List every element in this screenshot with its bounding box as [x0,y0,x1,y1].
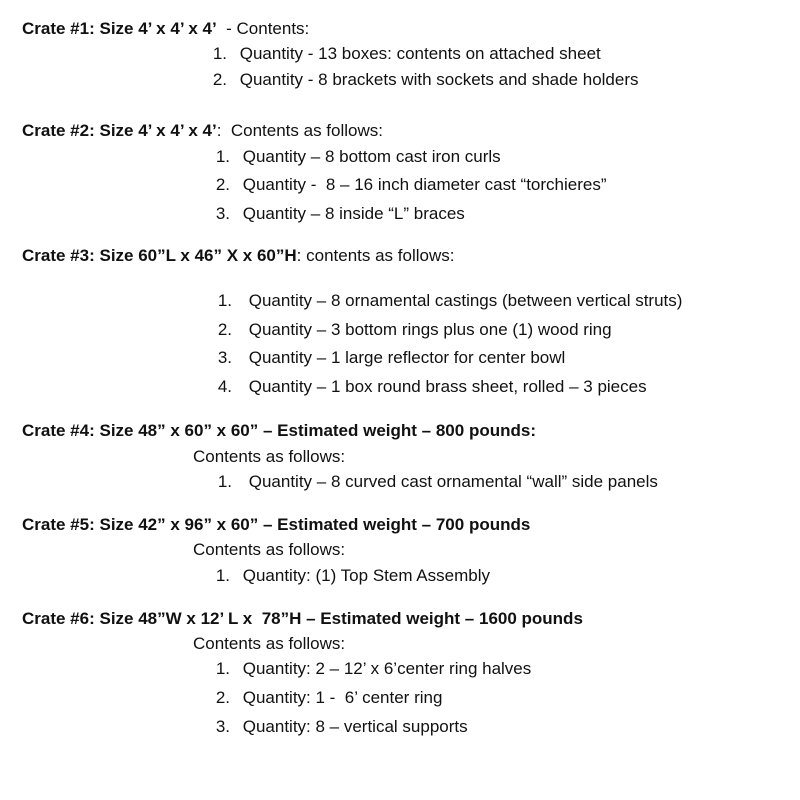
crate-6-heading [22,609,583,629]
list-item: 3. Quantity: 8 – vertical supports [215,717,468,736]
list-item: 1. Quantity: (1) Top Stem Assembly [215,566,490,585]
crate-6-subheading: Contents as follows: [193,634,346,653]
crate-3-heading-rest: : contents as follows: [296,246,455,265]
crate-3-heading-bold: Crate #3: Size 60”L x 46” X x 60”H [22,246,297,265]
list-item: 2. Quantity: 1 - 6’ center ring [215,688,443,707]
list-item: 1. Quantity - 13 boxes: contents on attached sheet [212,44,601,63]
crate-4-subheading: Contents as follows: [193,447,346,466]
crate-4-heading [22,421,536,441]
crate-3-heading [22,246,454,266]
list-item: 1. Quantity: 2 – 12’ x 6’center ring halves [215,659,532,678]
crate-1-heading [22,19,309,39]
crate-5-subheading: Contents as follows: [193,540,346,559]
list-item: 2. Quantity – 3 bottom rings plus one (1) wood ring [217,320,612,339]
crate-1-heading-bold: Crate #1: Size 4’ x 4’ x 4’ [22,19,217,38]
crate-2-heading-bold: Crate #2: Size 4’ x 4’ x 4’ [22,121,217,140]
crate-4-heading-bold: Crate #4: Size 48” x 60” x 60” – Estimated weight – 800 pounds [22,421,531,440]
crate-5-heading [22,515,530,535]
list-item: 1. Quantity – 8 bottom cast iron curls [215,147,501,166]
crate-6-heading-bold: Crate #6: Size 48”W x 12’ L x 78”H – Estimated weight – 1600 pounds [22,609,583,628]
crate-2-heading-rest: : Contents as follows: [216,121,383,140]
list-item: 4. Quantity – 1 box round brass sheet, rolled – 3 pieces [217,377,647,396]
list-item: 2. Quantity - 8 brackets with sockets and shade holders [212,70,639,89]
list-item: 2. Quantity - 8 – 16 inch diameter cast “torchieres” [215,175,607,194]
list-item: 3. Quantity – 1 large reflector for center bowl [217,348,566,367]
crate-5-heading-bold: Crate #5: Size 42” x 96” x 60” – Estimated weight – 700 pounds [22,515,531,534]
crate-4-heading-rest: : [530,421,536,440]
list-item: 1. Quantity – 8 curved cast ornamental “wall” side panels [217,472,658,491]
list-item: 3. Quantity – 8 inside “L” braces [215,204,465,223]
crate-2-heading [22,121,383,141]
list-item: 1. Quantity – 8 ornamental castings (between vertical struts) [217,291,683,310]
crate-1-heading-rest: - Contents: [216,19,310,38]
